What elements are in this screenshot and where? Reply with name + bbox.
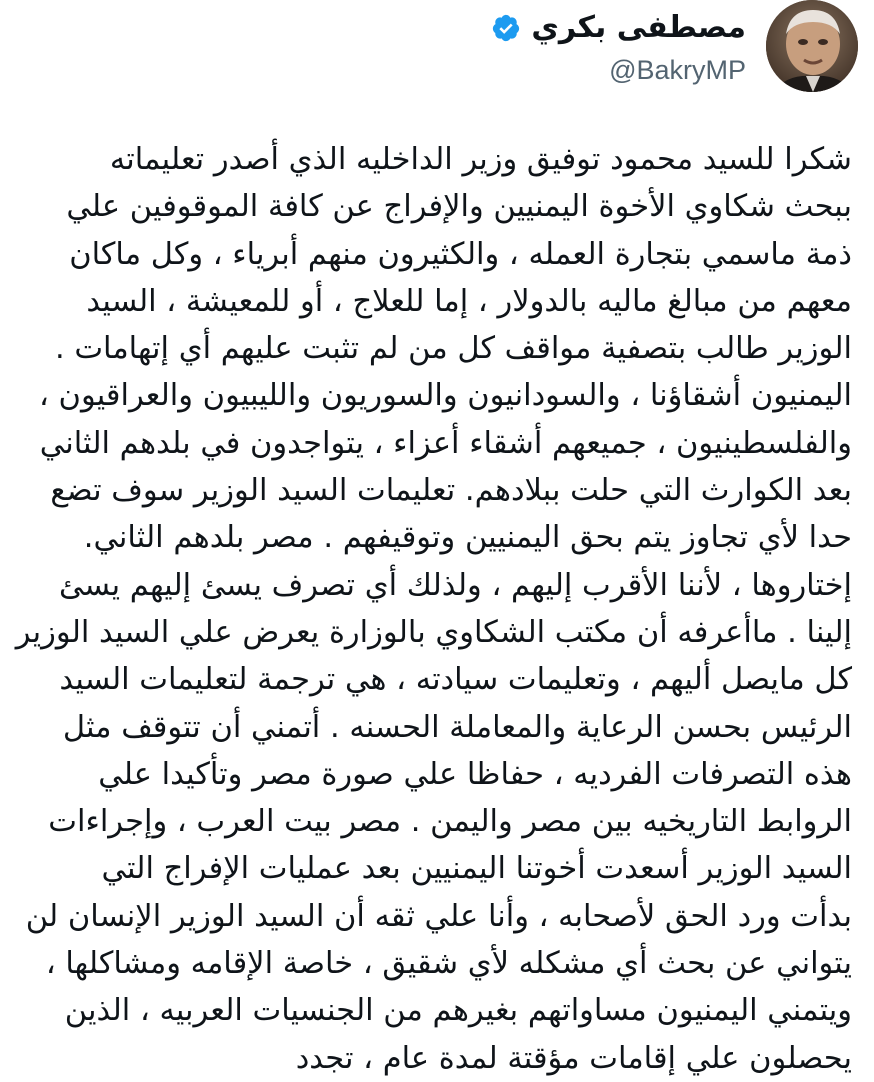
tweet-text-line: الوزير طالب بتصفية مواقف كل من لم تثبت عليهم أي إتهامات . [54, 331, 852, 367]
tweet-text-line: الرئيس بحسن الرعاية والمعاملة الحسنه . أتمني أن تتوقف مثل [62, 709, 852, 745]
tweet-text-line: ببحث شكاوي الأخوة اليمنيين والإفراج عن كافة الموقوفين علي [66, 189, 852, 225]
tweet-text-line: كل مايصل أليهم ، وتعليمات سيادته ، هي ترجمة لتعليمات السيد [59, 662, 852, 698]
tweet-text-line: إلينا . ماأعرفه أن مكتب الشكاوي بالوزارة يعرض علي السيد الوزير [15, 614, 852, 650]
author-names [491, 6, 746, 88]
tweet-text-line: هذه التصرفات الفرديه ، حفاظا علي صورة مصر وتأكيدا علي [98, 756, 852, 792]
display-name-row [491, 6, 746, 50]
tweet-text-line: حدا لأي تجاوز يتم بحق اليمنيين وتوقيفهم . مصر بلدهم الثاني. [83, 520, 852, 556]
tweet-text-line: يتواني عن بحث أي مشكله لأي شقيق ، خاصة الإقامه ومشاكلها ، [45, 946, 852, 982]
author-display-name[interactable]: مصطفى بكري [531, 10, 746, 45]
tweet-text-line: معهم من مبالغ ماليه بالدولار ، إما للعلاج ، أو للمعيشة ، السيد [86, 283, 852, 319]
tweet-text-line: إختاروها ، لأننا الأقرب إليهم ، ولذلك أي تصرف يسئ إليهم يسئ [58, 567, 852, 603]
tweet-text [15, 136, 852, 1082]
tweet-text-line: شكرا للسيد محمود توفيق وزير الداخليه الذي أصدر تعليماته [109, 142, 852, 177]
tweet-text-line: ويتمني اليمنيون مساواتهم بغيرهم من الجنسيات العربيه ، الذين [64, 993, 852, 1029]
verified-badge-icon [491, 13, 521, 43]
tweet-text-line: السيد الوزير أسعدت أخوتنا اليمنيين بعد عمليات الإفراج التي [101, 851, 852, 887]
tweet-text-line: اليمنيون أشقاؤنا ، والسودانيون والسوريون والليبيون والعراقيون ، [39, 378, 852, 414]
author-handle[interactable]: @BakryMP [609, 55, 746, 85]
tweet-text-line: الروابط التاريخيه بين مصر واليمن . مصر بيت العرب ، وإجراءات [48, 804, 852, 840]
tweet-text-line: بعد الكوارث التي حلت ببلادهم. تعليمات السيد الوزير سوف تضع [50, 473, 852, 509]
tweet-header [0, 0, 874, 110]
avatar-photo-icon [766, 0, 858, 92]
tweet-text-line: والفلسطينيون ، جميعهم أشقاء أعزاء ، يتواجدون في بلدهم الثاني [39, 425, 852, 461]
author-avatar[interactable] [766, 0, 858, 92]
tweet-text-line: بدأت ورد الحق لأصحابه ، وأنا علي ثقه أن السيد الوزير الإنسان لن [25, 898, 852, 934]
tweet-text-line: يحصلون علي إقامات مؤقتة لمدة عام ، تجدد [295, 1040, 852, 1076]
tweet-text-line: ذمة ماسمي بتجارة العمله ، والكثيرون منهم أبرياء ، وكل ماكان [69, 236, 852, 272]
